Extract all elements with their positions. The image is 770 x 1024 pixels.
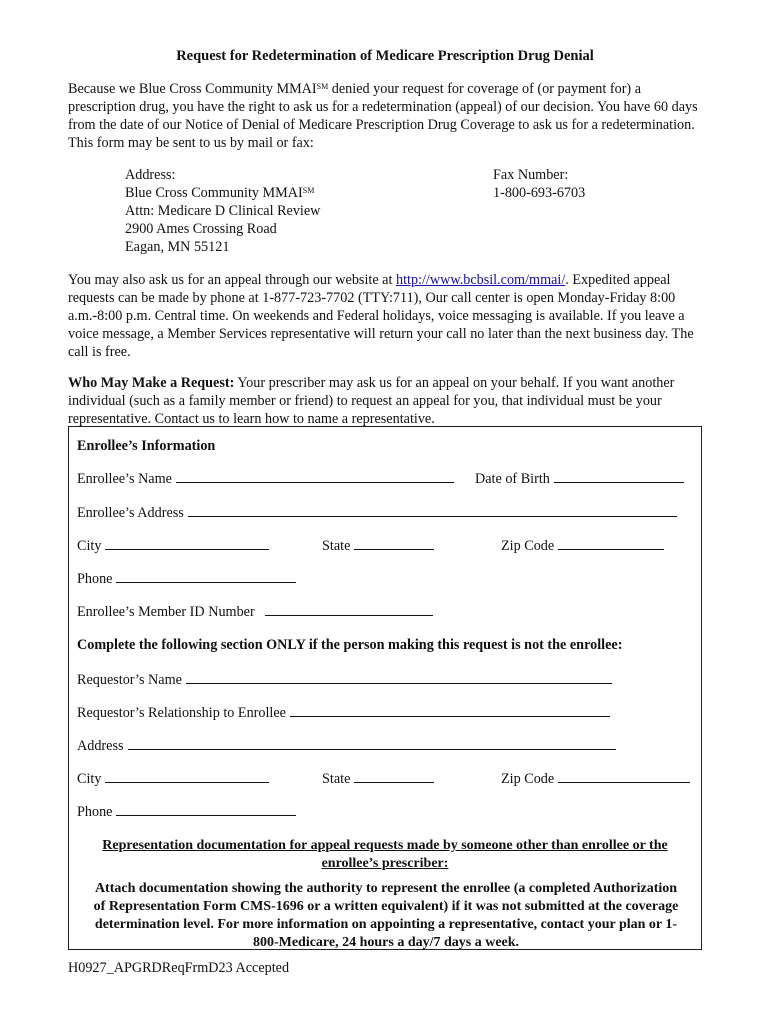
website-link[interactable]: http://www.bcbsil.com/mmai/ xyxy=(395,272,566,288)
address-label: Address: xyxy=(125,167,176,183)
who-heading: Who May Make a Request: xyxy=(68,375,235,391)
city-label: City xyxy=(77,538,102,554)
zip-label: Zip Code xyxy=(501,538,555,554)
requestor-address-field[interactable] xyxy=(128,737,616,750)
intro-paragraph xyxy=(68,80,708,152)
relationship-label: Requestor’s Relationship to Enrollee xyxy=(77,705,286,721)
dob-field[interactable] xyxy=(554,470,684,483)
dob-label: Date of Birth xyxy=(475,471,550,487)
appeal-text-2: . Expedited appeal requests can be made by phone at 1-877-723-7702 (TTY:711), Our call center is open Monday-Friday 8:00 a.m.-8:00 p.m. Central time. On weekends and Federal holidays, voice messaging is available. If you leave a voice message, a Member Services representative will return your call no later than the next business day. The call is free. xyxy=(68,272,694,360)
state2-label: State xyxy=(322,771,351,787)
appeal-paragraph xyxy=(68,271,708,361)
fax-label: Fax Number: xyxy=(493,167,569,183)
requestor-address-label: Address xyxy=(77,738,124,754)
requestor-name-field[interactable] xyxy=(186,671,612,684)
intro-text-1: Because we Blue Cross Community MMAI xyxy=(68,81,317,97)
zip2-field[interactable] xyxy=(558,770,690,783)
enrollee-address-label: Enrollee’s Address xyxy=(77,505,184,521)
phone-field[interactable] xyxy=(116,570,296,583)
fax-info xyxy=(493,166,585,202)
representation-heading: Representation documentation for appeal requests made by someone other than enrollee or the enrollee’s prescriber: xyxy=(102,838,668,871)
address-line-3: 2900 Ames Crossing Road xyxy=(125,221,277,237)
state-field[interactable] xyxy=(354,537,434,550)
city2-field[interactable] xyxy=(105,770,269,783)
form-box xyxy=(68,426,702,950)
intro-text-2: denied your request for coverage of (or payment for) a prescription drug, you have the right to ask us for a redetermination (appeal) of our decision. You have 60 days from the date of our Notice of Denial of Medicare Prescription Drug Coverage to ask us for a redetermination. This form may be sent to us by mail or fax: xyxy=(68,81,698,151)
requestor-note: Complete the following section ONLY if the person making this request is not the enrollee: xyxy=(77,637,623,653)
enrollee-section-title: Enrollee’s Information xyxy=(77,438,216,454)
appeal-text-1: You may also ask us for an appeal through our website at xyxy=(68,272,396,288)
state-label: State xyxy=(322,538,351,554)
address-line-4: Eagan, MN 55121 xyxy=(125,239,230,255)
phone2-field[interactable] xyxy=(116,803,296,816)
mailing-address xyxy=(125,166,320,256)
phone2-label: Phone xyxy=(77,804,113,820)
state2-field[interactable] xyxy=(354,770,434,783)
enrollee-name-field[interactable] xyxy=(176,470,454,483)
enrollee-address-field[interactable] xyxy=(188,504,677,517)
who-paragraph xyxy=(68,374,708,428)
zip2-label: Zip Code xyxy=(501,771,555,787)
form-code-footer: H0927_APGRDReqFrmD23 Accepted xyxy=(68,960,290,976)
member-id-label: Enrollee’s Member ID Number xyxy=(77,604,255,620)
fax-number: 1-800-693-6703 xyxy=(493,185,586,201)
who-text: Your prescriber may ask us for an appeal on your behalf. If you want another individual (such as a family member or friend) to request an appeal for you, that individual must be your representative. Contact us to learn how to name a representative. xyxy=(68,375,675,427)
city-field[interactable] xyxy=(105,537,269,550)
enrollee-name-label: Enrollee’s Name xyxy=(77,471,172,487)
member-id-field[interactable] xyxy=(265,603,433,616)
address-line-2: Attn: Medicare D Clinical Review xyxy=(125,203,321,219)
address-line-1: Blue Cross Community MMAI℠ xyxy=(125,185,315,201)
requestor-name-label: Requestor’s Name xyxy=(77,672,182,688)
zip-field[interactable] xyxy=(558,537,664,550)
intro-sup: SM xyxy=(316,82,329,91)
representation-body: Attach documentation showing the authority to represent the enrollee (a completed Authorization of Representation Form CMS-1696 or a written equivalent) if it was not submitted at the coverage determination level. For more information on appointing a representative, contact your plan or 1-800-Medicare, 24 hours a day/7 days a week. xyxy=(93,881,679,950)
phone-label: Phone xyxy=(77,571,113,587)
page-title: Request for Redetermination of Medicare Prescription Drug Denial xyxy=(176,48,594,64)
relationship-field[interactable] xyxy=(290,704,610,717)
city2-label: City xyxy=(77,771,102,787)
